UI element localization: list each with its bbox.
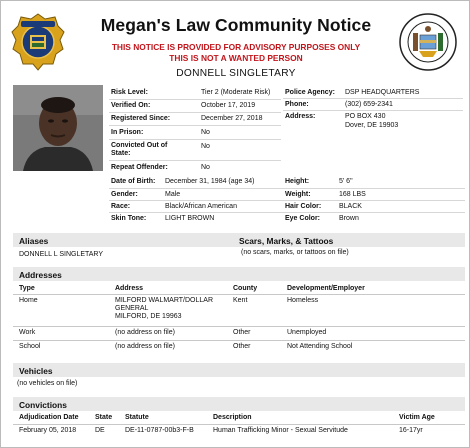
state-seal-icon	[399, 13, 457, 71]
convictions-section-header	[13, 397, 465, 411]
gender-value: Male	[165, 191, 181, 198]
col-address: Address	[115, 285, 144, 292]
skin-label: Skin Tone:	[111, 215, 147, 222]
conviction-description: Human Trafficking Minor - Sexual Servitude	[213, 427, 348, 434]
physical-description	[109, 175, 465, 225]
address-type: School	[19, 343, 41, 350]
eye-value: Brown	[339, 215, 359, 222]
vehicles-heading: Vehicles	[19, 366, 53, 376]
height-label: Height:	[285, 178, 310, 185]
phone-label: Phone:	[285, 101, 309, 108]
address-county: Kent	[233, 297, 248, 304]
risk-details	[109, 87, 281, 174]
address-label: Address:	[285, 113, 316, 120]
dob-label: Date of Birth:	[111, 178, 156, 185]
table-row	[13, 426, 465, 438]
agency-value: DSP HEADQUARTERS	[345, 89, 420, 96]
risk-level-label: Risk Level:	[111, 89, 148, 96]
table-row	[13, 342, 465, 354]
vehicles-value: (no vehicles on file)	[17, 380, 78, 387]
address-employer: Not Attending School	[287, 343, 353, 350]
race-label: Race:	[111, 203, 131, 210]
divider	[109, 212, 465, 213]
in-prison-row	[109, 126, 281, 139]
aliases-value: DONNELL L SINGLETARY	[19, 251, 104, 258]
table-row	[13, 328, 465, 340]
in-prison-value: No	[201, 129, 210, 136]
race-value: Black/African American	[165, 203, 237, 210]
verified-label: Verified On:	[111, 102, 151, 109]
conviction-victim-age: 16-17yr	[399, 427, 423, 434]
address-county: Other	[233, 329, 251, 336]
risk-level-row	[109, 87, 281, 99]
scars-value: (no scars, marks, or tattoos on file)	[241, 249, 349, 256]
convicted-out-row	[109, 140, 281, 160]
eye-label: Eye Color:	[285, 215, 321, 222]
col-victim-age: Victim Age	[399, 414, 435, 421]
conviction-statute: DE-11-0787-00b3-F-B	[125, 427, 194, 434]
repeat-offender-label: Repeat Offender:	[111, 164, 168, 171]
hair-value: BLACK	[339, 203, 362, 210]
agency-label: Police Agency:	[285, 89, 335, 96]
address-line1: (no address on file)	[115, 329, 175, 336]
weight-value: 168 LBS	[339, 191, 366, 198]
address-county: Other	[233, 343, 251, 350]
scars-heading: Scars, Marks, & Tattoos	[239, 236, 334, 246]
address-line1: (no address on file)	[115, 343, 175, 350]
address-type: Work	[19, 329, 36, 336]
addresses-heading: Addresses	[19, 270, 62, 280]
convictions-heading: Convictions	[19, 400, 67, 410]
aliases-heading: Aliases	[19, 236, 49, 246]
not-wanted-warning: THIS IS NOT A WANTED PERSON	[169, 53, 303, 63]
address-line1: MILFORD WALMART/DOLLAR	[115, 297, 214, 304]
page-title: Megan's Law Community Notice	[100, 15, 372, 35]
offender-name: DONNELL SINGLETARY	[176, 68, 296, 79]
divider	[13, 424, 465, 425]
col-adjudication-date: Adjudication Date	[19, 414, 79, 421]
address-line2: GENERAL	[115, 305, 149, 312]
phone-value: (302) 659-2341	[345, 101, 393, 108]
verified-value: October 17, 2019	[201, 102, 256, 109]
police-badge-icon	[11, 13, 65, 71]
conviction-state: DE	[95, 427, 105, 434]
hair-label: Hair Color:	[285, 203, 322, 210]
dob-value: December 31, 1984 (age 34)	[165, 178, 255, 185]
divider	[13, 294, 465, 295]
address-type: Home	[19, 297, 38, 304]
col-type: Type	[19, 285, 35, 292]
registered-label: Registered Since:	[111, 115, 171, 122]
divider	[13, 326, 465, 327]
divider	[109, 188, 465, 189]
gender-label: Gender:	[111, 191, 138, 198]
divider	[109, 200, 465, 201]
divider	[283, 98, 463, 99]
repeat-offender-value: No	[201, 164, 210, 171]
col-employer: Development/Employer	[287, 285, 365, 292]
registered-row	[109, 113, 281, 125]
skin-value: LIGHT BROWN	[165, 215, 215, 222]
convicted-out-value: No	[201, 143, 210, 150]
agency-address-line1: PO BOX 430	[345, 113, 386, 120]
agency-address-line2: Dover, DE 19903	[345, 122, 399, 129]
divider	[13, 340, 465, 341]
vehicles-section-header	[13, 363, 465, 377]
convicted-out-label: Convicted Out of State:	[111, 142, 168, 157]
col-county: County	[233, 285, 258, 292]
conviction-date: February 05, 2018	[19, 427, 77, 434]
weight-label: Weight:	[285, 191, 311, 198]
registered-value: December 27, 2018	[201, 115, 263, 122]
address-employer: Unemployed	[287, 329, 327, 336]
table-row	[13, 296, 465, 326]
addresses-section-header	[13, 267, 465, 281]
verified-row	[109, 100, 281, 112]
repeat-offender-row	[109, 161, 281, 174]
address-line3: MILFORD, DE 19963	[115, 313, 182, 320]
in-prison-label: In Prison:	[111, 129, 144, 136]
col-state: State	[95, 414, 113, 421]
divider	[283, 110, 463, 111]
police-agency-info	[283, 87, 463, 135]
risk-level-value: Tier 2 (Moderate Risk)	[201, 89, 271, 96]
advisory-warning: THIS NOTICE IS PROVIDED FOR ADVISORY PURPOSES ONLY	[111, 42, 361, 52]
height-value: 5' 6"	[339, 178, 353, 185]
col-statute: Statute	[125, 414, 149, 421]
offender-photo	[13, 85, 103, 171]
aliases-section-header	[13, 233, 465, 247]
address-employer: Homeless	[287, 297, 319, 304]
col-description: Description	[213, 414, 252, 421]
